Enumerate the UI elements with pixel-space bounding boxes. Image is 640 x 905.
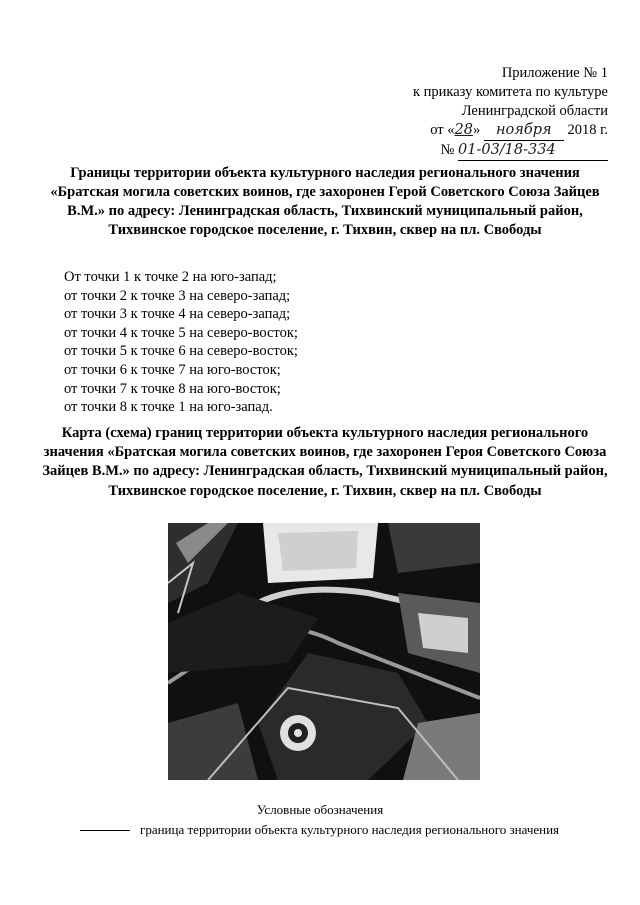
legend-title: Условные обозначения (256, 802, 384, 817)
list-item: От точки 1 к точке 2 на юго-запад; (64, 269, 277, 285)
aerial-map-image (168, 523, 480, 780)
list-item: от точки 6 к точке 7 на юго-восток; (64, 361, 281, 378)
list-item: от точки 7 к точке 8 на юго-восток; (64, 380, 281, 397)
handwritten-month: ноября (484, 121, 564, 141)
map-title: Карта (схема) границ территории объекта культурного наследия регионального значения «Братская могила советских воинов, где захоронен Героя Советского Союза Зайцев В.М.» по адресу: Ленинградская область, Тихвинский муниципальный район, Тихвинское городское поселение, г. Тихвин, сквер на пл. Свободы (42, 425, 608, 499)
appendix-label: Приложение № 1 (501, 65, 608, 81)
document-header (413, 64, 608, 161)
order-reference: к приказу комитета по культуре (412, 84, 608, 100)
handwritten-number: 01-03/18-334 (458, 141, 608, 161)
list-item: от точки 2 к точке 3 на северо-запад; (64, 287, 291, 304)
territory-title: Границы территории объекта культурного наследия регионального значения «Братская могила советских воинов, где захоронен Герой Советского Союза Зайцев В.М.» по адресу: Ленинградская область, Тихвинский муниципальный район, Тихвинское городское поселение, г. Тихвин, сквер на пл. Свободы (50, 165, 600, 238)
order-date: от «28» ноября 2018 г. (413, 121, 608, 141)
list-item: от точки 3 к точке 4 на северо-запад; (64, 306, 291, 323)
list-item: от точки 4 к точке 5 на северо-восток; (64, 324, 298, 341)
boundary-line-symbol (80, 830, 130, 831)
boundary-points-list (64, 268, 298, 417)
list-item: от точки 8 к точке 1 на юго-запад. (64, 399, 273, 416)
map-photo (168, 523, 480, 780)
order-number: № 01-03/18-334 (413, 141, 608, 161)
legend-item-label: граница территории объекта культурного наследия регионального значения (140, 822, 560, 837)
region-name: Ленинградской области (461, 103, 608, 119)
handwritten-day: 28 (454, 122, 473, 138)
list-item: от точки 5 к точке 6 на северо-восток; (64, 343, 298, 360)
